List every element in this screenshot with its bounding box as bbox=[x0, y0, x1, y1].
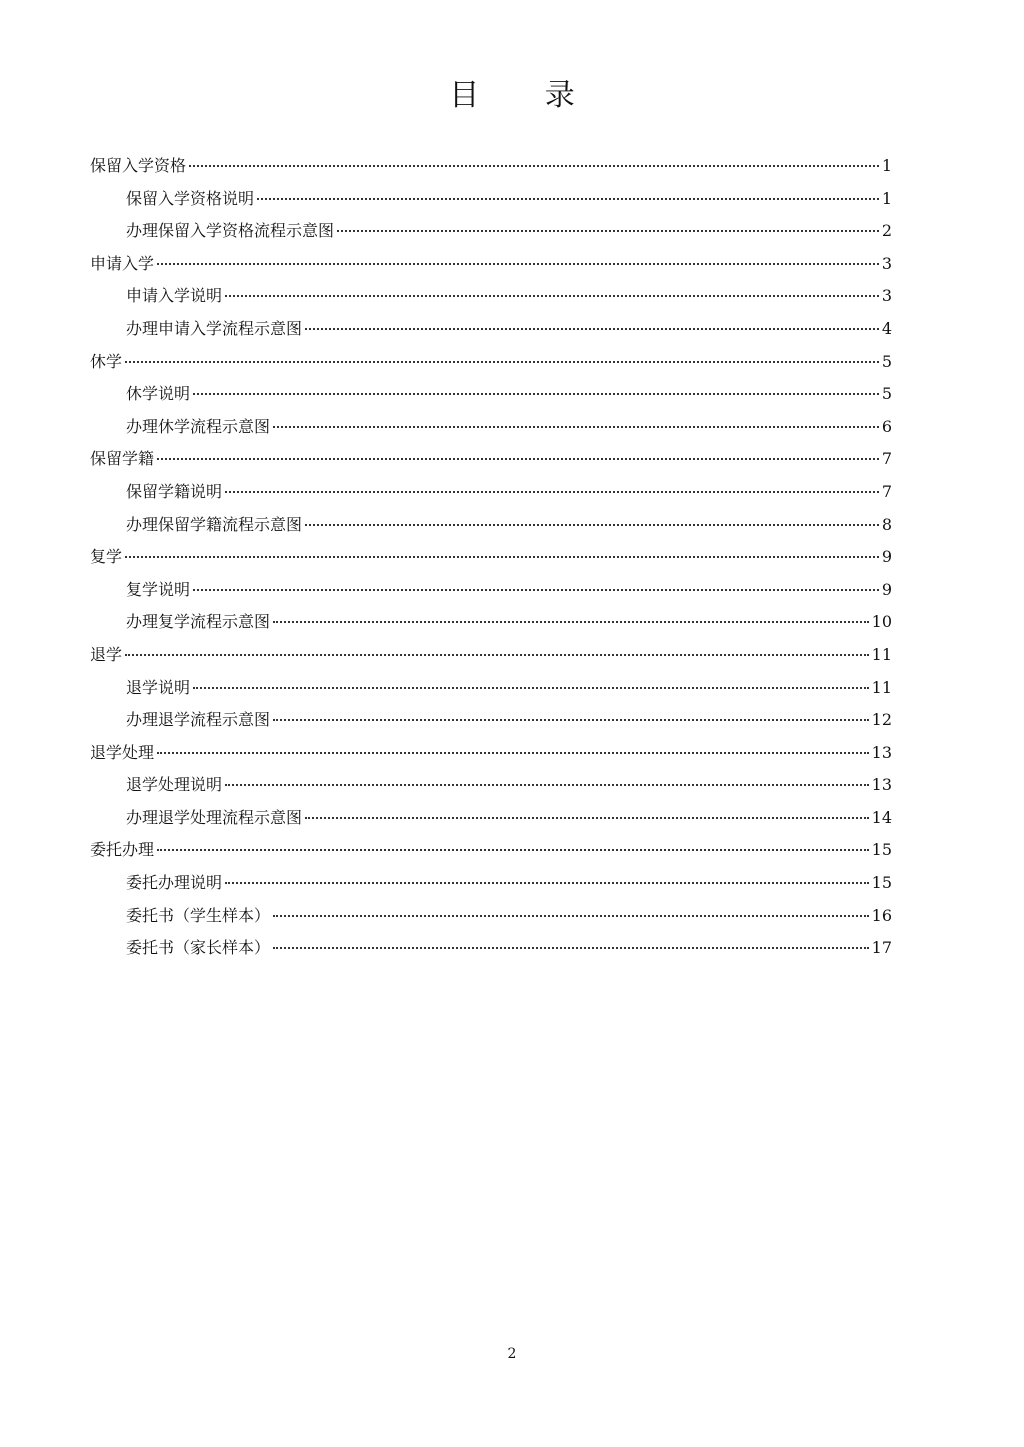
toc-dot-leader bbox=[189, 165, 879, 167]
toc-entry-label: 退学 bbox=[90, 644, 123, 664]
toc-section-entry[interactable] bbox=[90, 346, 892, 379]
toc-subsection-entry[interactable] bbox=[90, 932, 892, 965]
toc-subsection-entry[interactable] bbox=[90, 378, 892, 411]
toc-subsection-entry[interactable] bbox=[90, 606, 892, 639]
toc-section-entry[interactable] bbox=[90, 541, 892, 574]
toc-dot-leader bbox=[305, 524, 879, 526]
toc-entry-label: 申请入学说明 bbox=[126, 286, 223, 306]
toc-entry-label: 办理复学流程示意图 bbox=[126, 612, 271, 632]
toc-entry-page-number: 11 bbox=[871, 677, 892, 697]
toc-entry-page-number: 11 bbox=[871, 644, 892, 664]
toc-entry-page-number: 3 bbox=[881, 286, 892, 306]
toc-entry-label: 办理保留入学资格流程示意图 bbox=[126, 221, 335, 241]
toc-entry-label: 复学说明 bbox=[126, 579, 191, 599]
toc-dot-leader bbox=[225, 295, 879, 297]
toc-section-entry[interactable] bbox=[90, 834, 892, 867]
toc-dot-leader bbox=[337, 230, 879, 232]
toc-entry-page-number: 13 bbox=[871, 775, 892, 795]
toc-subsection-entry[interactable] bbox=[90, 215, 892, 248]
toc-entry-label: 保留学籍说明 bbox=[126, 481, 223, 501]
toc-subsection-entry[interactable] bbox=[90, 509, 892, 542]
toc-dot-leader bbox=[273, 719, 869, 721]
toc-entry-label: 申请入学 bbox=[90, 253, 155, 273]
toc-entry-label: 委托办理 bbox=[90, 840, 155, 860]
toc-dot-leader bbox=[225, 491, 879, 493]
toc-entry-page-number: 3 bbox=[881, 253, 892, 273]
toc-subsection-entry[interactable] bbox=[90, 704, 892, 737]
toc-section-entry[interactable] bbox=[90, 150, 892, 183]
toc-entry-page-number: 2 bbox=[881, 221, 892, 241]
toc-entry-page-number: 1 bbox=[881, 156, 892, 175]
toc-entry-label: 退学处理 bbox=[90, 742, 155, 762]
toc-entry-label: 保留入学资格说明 bbox=[126, 188, 255, 208]
toc-subsection-entry[interactable] bbox=[90, 672, 892, 705]
toc-entry-page-number: 15 bbox=[871, 840, 892, 860]
toc-entry-label: 办理申请入学流程示意图 bbox=[126, 318, 303, 338]
toc-entry-page-number: 13 bbox=[871, 742, 892, 762]
toc-entry-label: 委托办理说明 bbox=[126, 873, 223, 893]
toc-entry-label: 保留入学资格 bbox=[90, 156, 187, 175]
toc-dot-leader bbox=[273, 947, 869, 949]
toc-entry-page-number: 10 bbox=[871, 612, 892, 632]
toc-entry-page-number: 9 bbox=[881, 579, 892, 599]
toc-entry-label: 退学处理说明 bbox=[126, 775, 223, 795]
toc-section-entry[interactable] bbox=[90, 248, 892, 281]
toc-entry-page-number: 4 bbox=[881, 318, 892, 338]
page-title: 目 录 bbox=[449, 78, 603, 113]
toc-subsection-entry[interactable] bbox=[90, 183, 892, 216]
toc-entry-label: 退学说明 bbox=[126, 677, 191, 697]
toc-dot-leader bbox=[273, 915, 869, 917]
toc-dot-leader bbox=[193, 589, 879, 591]
toc-entry-page-number: 14 bbox=[871, 807, 892, 827]
toc-entry-page-number: 7 bbox=[881, 481, 892, 501]
toc-entry-label: 休学 bbox=[90, 351, 123, 371]
toc-entry-label: 办理退学流程示意图 bbox=[126, 710, 271, 730]
toc-entry-label: 复学 bbox=[90, 547, 123, 567]
toc-dot-leader bbox=[225, 784, 869, 786]
toc-dot-leader bbox=[193, 687, 869, 689]
toc-subsection-entry[interactable] bbox=[90, 900, 892, 933]
toc-entry-page-number: 1 bbox=[881, 188, 892, 208]
toc-subsection-entry[interactable] bbox=[90, 280, 892, 313]
toc-dot-leader bbox=[257, 198, 879, 200]
toc-subsection-entry[interactable] bbox=[90, 313, 892, 346]
toc-entry-label: 办理休学流程示意图 bbox=[126, 416, 271, 436]
toc-subsection-entry[interactable] bbox=[90, 411, 892, 444]
toc-entry-page-number: 9 bbox=[881, 547, 892, 567]
toc-dot-leader bbox=[305, 328, 879, 330]
toc-entry-page-number: 17 bbox=[871, 938, 892, 958]
toc-dot-leader bbox=[125, 361, 879, 363]
toc-dot-leader bbox=[157, 458, 879, 460]
toc-dot-leader bbox=[125, 654, 869, 656]
toc-entry-label: 办理保留学籍流程示意图 bbox=[126, 514, 303, 534]
toc-entry-page-number: 6 bbox=[881, 416, 892, 436]
toc-entry-label: 休学说明 bbox=[126, 384, 191, 404]
toc-entry-page-number: 5 bbox=[881, 351, 892, 371]
toc-subsection-entry[interactable] bbox=[90, 802, 892, 835]
toc-dot-leader bbox=[125, 556, 879, 558]
toc-dot-leader bbox=[157, 849, 869, 851]
toc-entry-page-number: 5 bbox=[881, 384, 892, 404]
toc-entry-page-number: 8 bbox=[881, 514, 892, 534]
toc-entry-label: 保留学籍 bbox=[90, 449, 155, 469]
toc-entry-page-number: 12 bbox=[871, 710, 892, 730]
toc-dot-leader bbox=[305, 817, 869, 819]
table-of-contents bbox=[90, 150, 892, 965]
toc-section-entry[interactable] bbox=[90, 639, 892, 672]
toc-subsection-entry[interactable] bbox=[90, 867, 892, 900]
toc-entry-page-number: 15 bbox=[871, 873, 892, 893]
toc-dot-leader bbox=[225, 882, 869, 884]
toc-dot-leader bbox=[193, 393, 879, 395]
toc-entry-page-number: 7 bbox=[881, 449, 892, 469]
toc-subsection-entry[interactable] bbox=[90, 476, 892, 509]
toc-entry-page-number: 16 bbox=[871, 905, 892, 925]
toc-section-entry[interactable] bbox=[90, 737, 892, 770]
page-number: 2 bbox=[507, 1346, 517, 1362]
toc-dot-leader bbox=[273, 621, 869, 623]
toc-entry-label: 委托书（学生样本） bbox=[126, 905, 271, 925]
toc-dot-leader bbox=[157, 752, 869, 754]
toc-entry-label: 委托书（家长样本） bbox=[126, 938, 271, 958]
toc-section-entry[interactable] bbox=[90, 443, 892, 476]
toc-subsection-entry[interactable] bbox=[90, 769, 892, 802]
toc-dot-leader bbox=[273, 426, 879, 428]
toc-dot-leader bbox=[157, 263, 879, 265]
toc-entry-label: 办理退学处理流程示意图 bbox=[126, 807, 303, 827]
toc-subsection-entry[interactable] bbox=[90, 574, 892, 607]
